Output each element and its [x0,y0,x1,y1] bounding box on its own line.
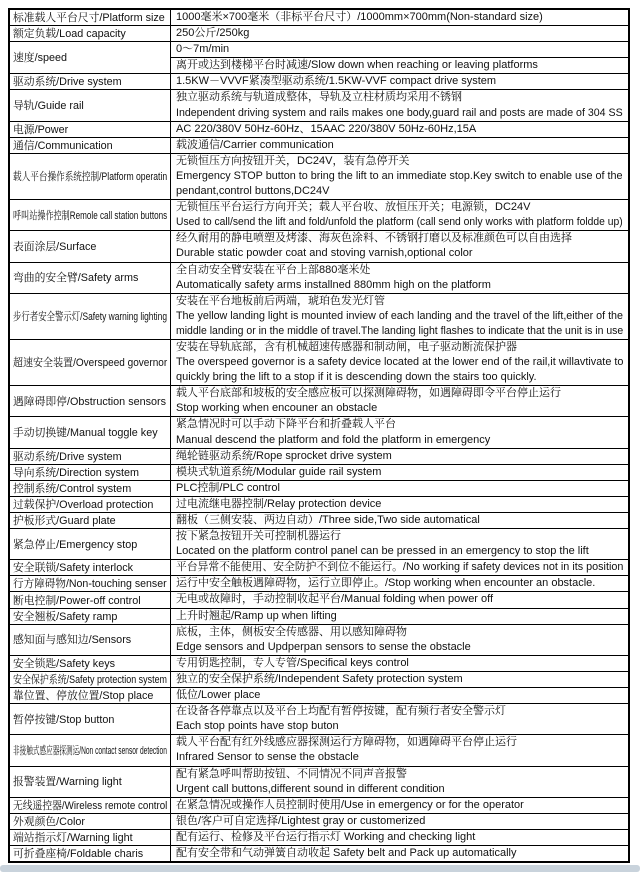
spec-label: 安全联锁/Safety interlock [10,560,171,575]
spec-row [10,199,628,230]
spec-row [10,845,628,861]
spec-label: 导轨/Guide rail [10,90,171,120]
spec-row [10,608,628,624]
spec-value [171,497,628,512]
spec-value [171,814,628,829]
spec-value-line: 过电流继电器控制/Relay protection device [176,497,382,510]
spec-value [171,656,628,671]
spec-row [10,41,628,73]
spec-label: 导向系统/Direction system [10,465,171,480]
spec-value-line: 250公斤/250kg [176,27,250,40]
spec-row [10,655,628,671]
spec-value [171,688,628,703]
spec-value-line: 独立的安全保护系统/Independent Safety protection system [176,672,463,685]
spec-label: 通信/Communication [10,138,171,153]
spec-row [10,25,628,41]
spec-value-line: Independent driving system and rails makes one body,guard rail and posts are made of 304 SS [176,106,623,119]
spec-value [171,830,628,845]
spec-row [10,230,628,261]
spec-value-line: 在设备各停靠点以及平台上均配有暂停按键，配有频行者安全警示灯 [176,705,506,718]
spec-row [10,339,628,385]
spec-label: 额定负载/Load capacity [10,26,171,41]
spec-label: 感知面与感知边/Sensors [10,625,171,655]
spec-value-line: Manual descend the platform and fold the platform in emergency [176,433,491,446]
spec-value [171,10,628,25]
spec-value [171,529,628,559]
spec-value [171,513,628,528]
spec-value-line: 1000毫米×700毫米（非标平台尺寸）/1000mm×700mm(Non-standard size) [176,11,543,23]
spec-label: 护板形式/Guard plate [10,513,171,528]
spec-value [171,294,628,339]
spec-label: 遇障碍即停/Obstruction sensors [10,386,171,416]
spec-value-line: 按下紧急按钮开关可控制机器运行 [176,530,341,543]
spec-row [10,385,628,416]
spec-label: 安全翘板/Safety ramp [10,609,171,624]
spec-value-line: 银色/客户可自定选择/Lightest gray or customerized [176,814,426,827]
spec-row [10,829,628,845]
spec-value [171,26,628,41]
spec-value [171,846,628,861]
spec-value-line: 无锁恒压平台运行方向开关；载人平台收、放恒压开关；电源锁，DC24V [176,201,531,214]
spec-value [171,672,628,687]
spec-value-line: 独立驱动系统与轨道成整体，导轨及立柱材质均采用不锈钢 [176,91,462,104]
spec-value-line: 上升时翘起/Ramp up when lifting [176,609,337,622]
spec-label: 断电控制/Power-off control [10,592,171,607]
spec-value [171,154,628,199]
spec-value-line: The overspeed governor is a safety device located at the lower end of the rail,it willavtivate to [176,356,624,369]
spec-value-line: Located on the platform control panel can be pressed in an emergency to stop the lift [176,545,589,558]
spec-label: 暂停按键/Stop button [10,704,171,734]
spec-row [10,703,628,734]
spec-row [10,575,628,591]
footer-strip [0,865,640,872]
spec-row [10,73,628,89]
spec-value-line: 专用钥匙控制，专人专管/Specifical keys control [176,656,409,669]
spec-value-line: 模块式轨道系统/Modular guide rail system [176,465,382,478]
spec-value [171,465,628,480]
spec-value-line: 载波通信/Carrier communication [176,138,334,151]
spec-label: 表面涂层/Surface [10,231,171,261]
spec-label: 弯曲的安全臂/Safety arms [10,263,171,293]
spec-value-line: 安装在平台地板前后两端，琥珀色发光灯管 [176,294,385,307]
spec-value-line: pendant,control buttons,DC24V [176,185,330,198]
spec-value [171,263,628,293]
spec-label: 驱动系统/Drive system [10,74,171,89]
spec-row [10,10,628,25]
spec-table [8,8,630,863]
spec-row [10,137,628,153]
spec-value-line: 1.5KW－VVVF紧凑型驱动系统/1.5KW-VVF compact drive system [176,75,497,88]
spec-label: 端站指示灯/Warning light [10,830,171,845]
spec-row [10,624,628,655]
spec-row [10,734,628,765]
spec-row [10,293,628,339]
spec-label: 安全保护系统/Safety protection system [10,672,171,687]
spec-value-line: Each stop points have stop buton [176,720,339,733]
spec-value-line: 载人平台配有红外线感应器探测运行方障碍物，如遇障碍平台停止运行 [176,736,517,749]
spec-value [171,231,628,261]
spec-value-line: 0～7m/min [176,43,230,56]
spec-label: 可折叠座椅/Foldable charis [10,846,171,861]
spec-value-line: 平台异常不能使用、安全防护不到位不能运行。/No working if safety devices not in its position [176,561,624,574]
spec-label: 呼叫站操作控制Remole call station buttons [10,200,171,230]
spec-row [10,528,628,559]
spec-value [171,74,628,89]
spec-row [10,496,628,512]
spec-value-line: 在紧急情况或操作人员控制时使用/Use in emergency or for the operator [176,798,524,811]
spec-label: 速度/speed [10,42,171,73]
spec-label: 紧急停止/Emergency stop [10,529,171,559]
spec-row [10,262,628,293]
spec-label: 无线遥控器/Wireless remote control [10,798,171,813]
spec-value [171,138,628,153]
spec-value [171,560,628,575]
spec-value-line: 低位/Lower place [176,689,261,702]
spec-value [171,625,628,655]
spec-value-line: AC 220/380V 50Hz-60Hz、15AAC 220/380V 50Hz-60Hz,15A [176,122,477,135]
spec-value [171,576,628,591]
spec-value [171,42,628,73]
spec-label: 手动切换键/Manual toggle key [10,417,171,447]
spec-label: 靠位置、停放位置/Stop place [10,688,171,703]
spec-label: 非接触式感应器探测运/Non contact sensor detection [10,735,171,765]
spec-value [171,340,628,385]
spec-value [171,592,628,607]
spec-value-line: 运行中安全触板遇障碍物，运行立即停止。/Stop working when encounter an obstacle. [176,577,596,590]
spec-row [10,512,628,528]
spec-label: 行方障碍物/Non-touching senser [10,576,171,591]
spec-label: 控制系统/Control system [10,481,171,496]
spec-value [171,767,628,797]
spec-row [10,464,628,480]
spec-label: 标准载人平台尺寸/Platform size [10,10,171,25]
spec-value [171,798,628,813]
spec-value [171,90,628,120]
spec-value-line: Urgent call buttons,different sound in different condition [176,782,445,795]
spec-row [10,797,628,813]
spec-value-line: Stop working when encouner an obstacle [176,402,378,415]
spec-label: 外观颜色/Color [10,814,171,829]
spec-row [10,813,628,829]
spec-label: 报警装置/Warning light [10,767,171,797]
spec-label: 载人平台操作系统控制/Platform operatin [10,154,171,199]
spec-row [10,153,628,199]
spec-row [10,671,628,687]
spec-value-line: 经久耐用的静电喷塑及烤漆、海灰色涂料、不锈钢打磨以及标准颜色可以自由选择 [176,232,572,245]
spec-value-line: PLC控制/PLC control [176,481,280,494]
spec-row [10,591,628,607]
spec-value-line: 载人平台底部和坡板的安全感应板可以探测障碍物，如遇障碍即令平台停止运行 [176,387,561,400]
spec-label: 过载保护/Overload protection [10,497,171,512]
spec-value [171,609,628,624]
spec-value [171,417,628,447]
spec-row [10,480,628,496]
spec-value-line: 底板，主体，侧板安全传感器、用以感知障碍物 [176,625,407,638]
spec-value [171,122,628,137]
spec-value-line: 离开或达到楼梯平台时减速/Slow down when reaching or leaving platforms [171,57,628,73]
spec-value-line: Used to call/send the lift and fold/unfold the platform (call send only works with platform foldde up) [176,216,623,229]
spec-value-line: 配有运行、检修及平台运行指示灯 Working and checking light [176,830,476,843]
spec-value-line: 无电或故障时，手动控制收起平台/Manual folding when power off [176,593,494,606]
spec-value [171,449,628,464]
spec-row [10,687,628,703]
spec-label: 电源/Power [10,122,171,137]
spec-row [10,416,628,447]
spec-label: 安全锁匙/Safety keys [10,656,171,671]
spec-value-line: 翻板（三侧安装、两边自动）/Three side,Two side automatical [176,514,480,526]
spec-value [171,735,628,765]
spec-value-line: Automatically safety arms installned 880mm high on the platform [176,278,491,291]
spec-label: 超速安全装置/Overspeed governor [10,340,171,385]
spec-row [10,448,628,464]
spec-value [171,704,628,734]
spec-value-line: Infrared Sensor to sense the obstacle [176,751,359,764]
spec-value-line: 配有安全带和气动弹簧自动收起 Safety belt and Pack up automatically [176,846,517,859]
spec-row [10,766,628,797]
spec-value-line: 紧急情况时可以手动下降平台和折叠载人平台 [176,418,396,431]
spec-value-line: The yellow landing light is mounted inview of each landing and the travel of the lift,either of the [176,309,623,322]
spec-row [10,89,628,120]
spec-value-line: Durable static powder coat and stoving varnish,optional color [176,247,473,260]
spec-value [171,200,628,230]
spec-value-line: 无锁恒压方向按钮开关，DC24V，装有急停开关 [176,154,410,167]
spec-value-line: middle landing or in the middle of travel.The landing light flashes to indicate that the unit is in use [176,324,624,337]
spec-value-line: Emergency STOP button to bring the lift to an immediate stop.Key switch to enable use of the [176,169,623,182]
spec-value-line: 绳轮链驱动系统/Rope sprocket drive system [176,449,392,462]
spec-value-line: 配有紧急呼叫帮助按钮、不同情况不同声音报警 [176,767,407,780]
spec-value-line: 全自动安全臂安装在平台上部880毫米处 [176,263,371,276]
spec-value-line: Edge sensors and Updperpan sensors to sense the obstacle [176,640,471,653]
spec-row [10,559,628,575]
spec-value-line: quickly bring the lift to a stop if it is descending down the stairs too quickly. [176,371,537,384]
spec-row [10,121,628,137]
spec-value [171,481,628,496]
spec-value [171,386,628,416]
spec-label: 步行者安全警示灯/Safety warning lighting [10,294,171,339]
spec-value-line: 安装在导轨底部，含有机械超速传感器和制动闸，电子驱动断流保护器 [176,340,517,353]
spec-label: 驱动系统/Drive system [10,449,171,464]
